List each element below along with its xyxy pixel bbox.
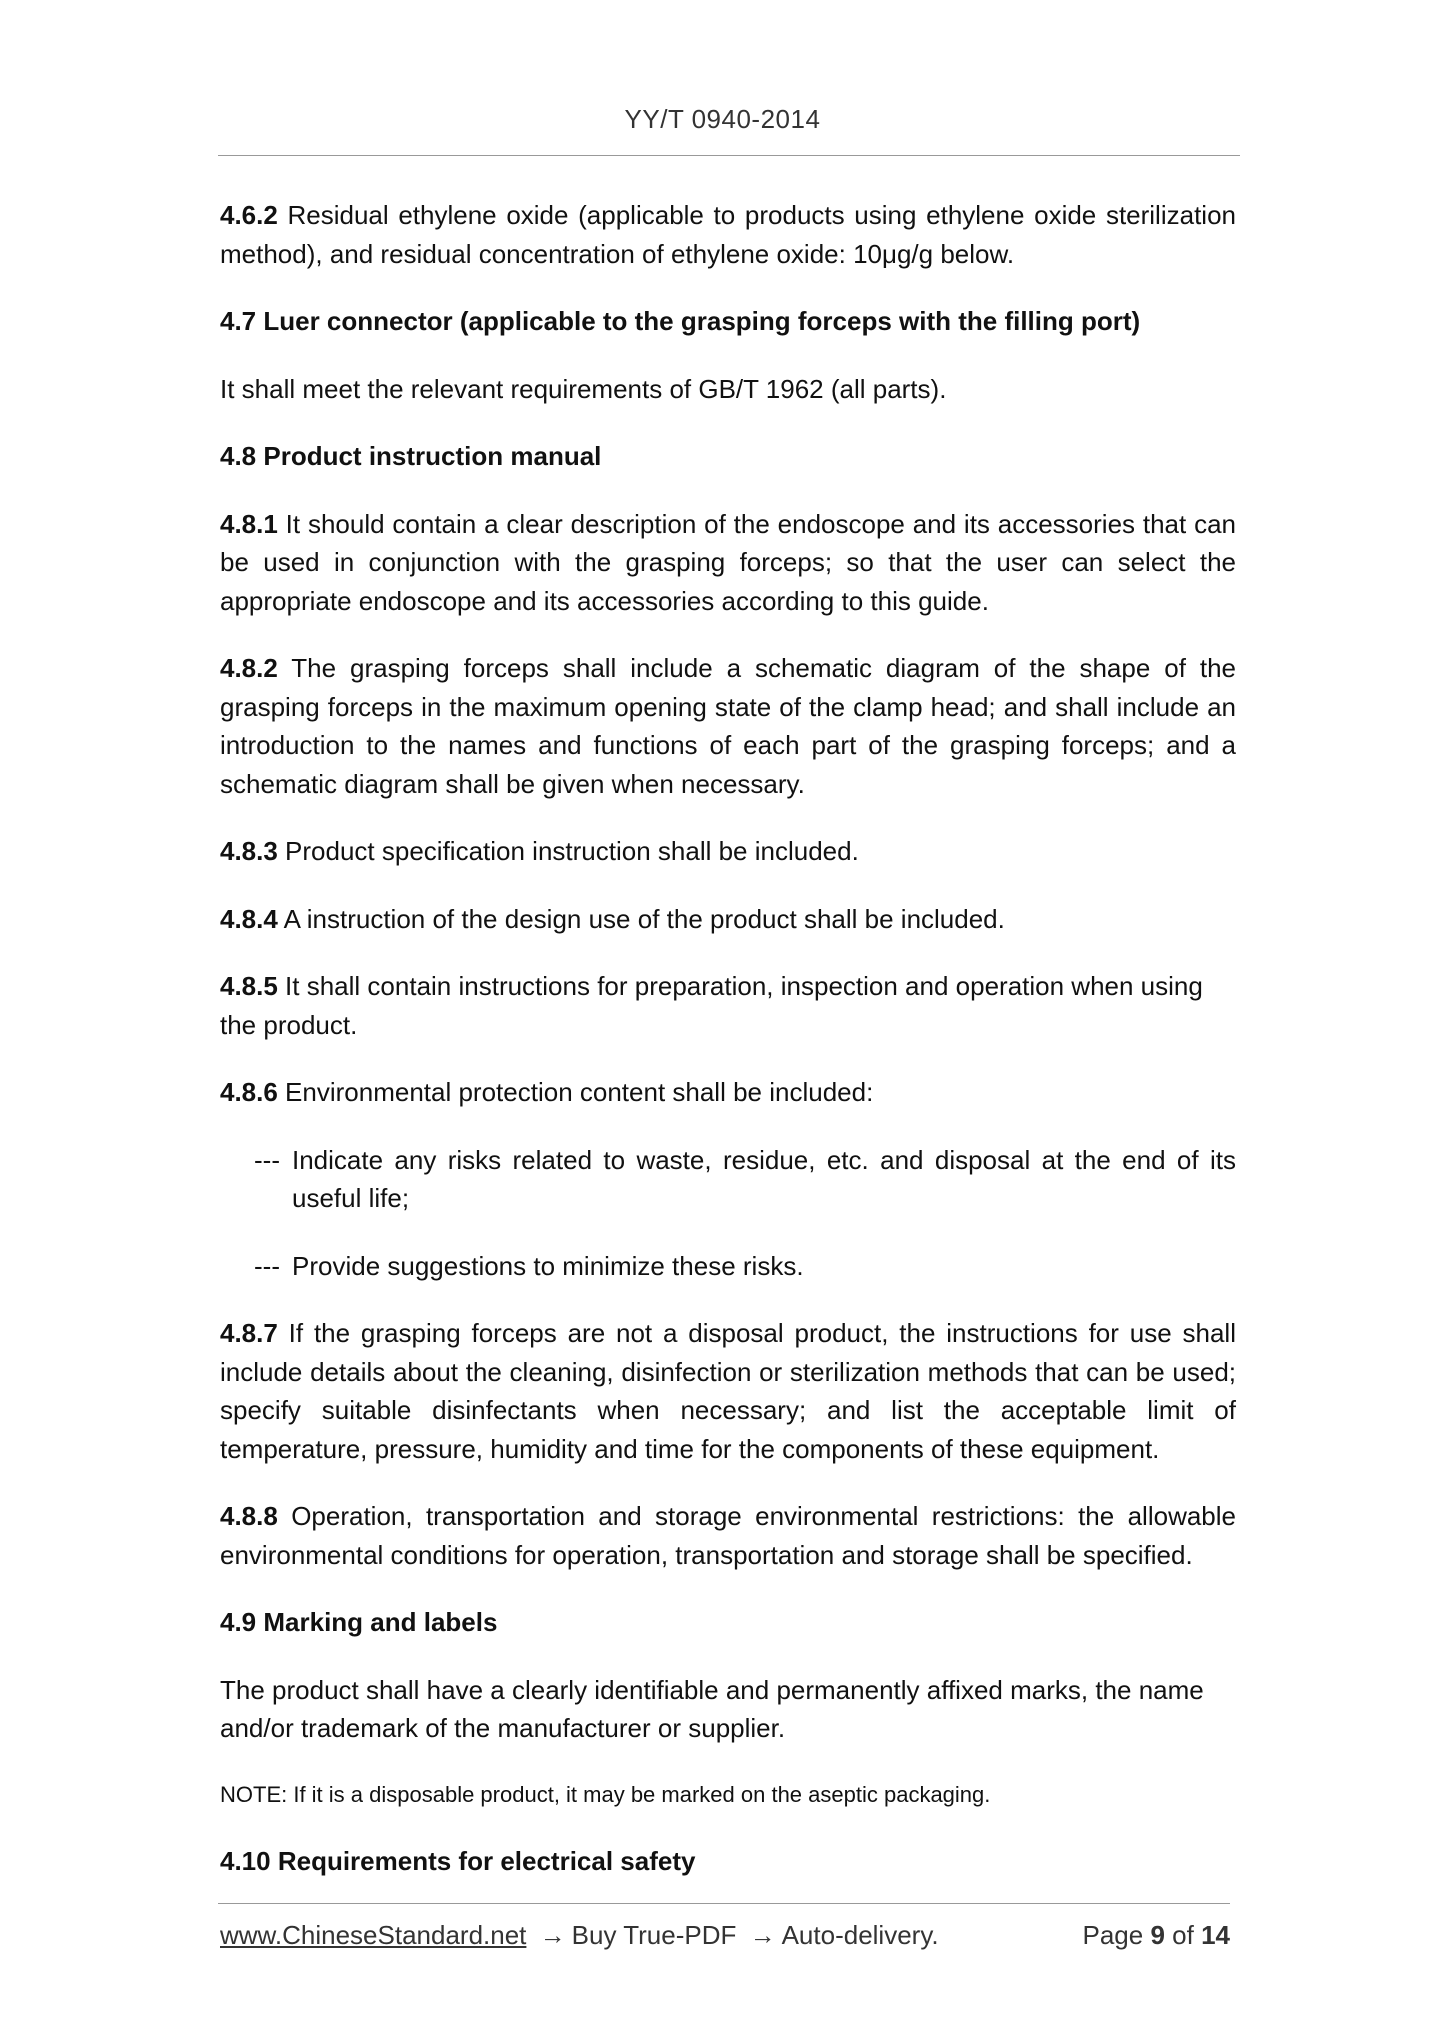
current-page: 9 xyxy=(1150,1920,1165,1950)
list-item xyxy=(254,1141,1236,1218)
website-link[interactable]: www.ChineseStandard.net xyxy=(220,1920,527,1950)
clause-number: 4.8.3 xyxy=(220,836,278,866)
clause-4-8-6 xyxy=(220,1073,1236,1112)
section-heading-4-10: 4.10 Requirements for electrical safety xyxy=(220,1845,696,1876)
clause-number: 4.8.8 xyxy=(220,1501,278,1531)
clause-4-8-3 xyxy=(220,832,1236,871)
total-pages: 14 xyxy=(1201,1920,1230,1950)
arrow-right-icon: → xyxy=(749,1920,776,1950)
dash-marker: --- xyxy=(254,1144,280,1175)
clause-number: 4.8.4 xyxy=(220,903,278,934)
arrow-right-icon: → xyxy=(539,1920,566,1950)
page-number xyxy=(1082,1920,1230,1951)
clause-4-8-8 xyxy=(220,1497,1236,1574)
clause-number: 4.8.6 xyxy=(220,1077,278,1107)
page-header: YY/T 0940-2014 xyxy=(624,104,821,134)
clause-4-8-2 xyxy=(220,649,1236,803)
section-heading-4-9: 4.9 Marking and labels xyxy=(220,1607,498,1637)
clause-text: Environmental protection content shall be included: xyxy=(277,1077,874,1107)
clause-text: If the grasping forceps are not a disposal product, the instructions for use shall include details about the cleaning, disinfection or sterilization methods that can be used; specify suitable disinfectants when necessary; and list the acceptable limit of temperature, pressure, humidity and time for the components of these equipment. xyxy=(220,1318,1236,1464)
dash-marker: --- xyxy=(254,1250,280,1281)
footer-left xyxy=(220,1920,939,1951)
clause-text: A instruction of the design use of the product shall be included. xyxy=(277,903,1005,934)
note-text: NOTE: If it is a disposable product, it may be marked on the aseptic packaging. xyxy=(220,1781,991,1807)
list-item-text: Provide suggestions to minimize these risks. xyxy=(292,1250,804,1281)
clause-number: 4.6.2 xyxy=(220,200,278,230)
section-heading-4-8: 4.8 Product instruction manual xyxy=(220,441,602,471)
clause-4-8-1 xyxy=(220,505,1236,621)
clause-text: Residual ethylene oxide (applicable to products using ethylene oxide sterilization method), and residual concentration of ethylene oxide: 10μg/g below. xyxy=(220,200,1236,269)
list-item xyxy=(254,1247,1236,1286)
clause-4-8-5 xyxy=(220,967,1236,1044)
header-divider xyxy=(218,155,1240,156)
footer-divider xyxy=(218,1903,1230,1904)
clause-number: 4.8.1 xyxy=(220,508,278,539)
of-label: of xyxy=(1172,1920,1194,1950)
clause-text: Product specification instruction shall be included. xyxy=(277,836,859,866)
document-body xyxy=(220,196,1236,1909)
clause-number: 4.8.7 xyxy=(220,1318,278,1348)
clause-4-7-text: It shall meet the relevant requirements of GB/T 1962 (all parts). xyxy=(220,373,947,404)
buy-pdf-text: Buy True-PDF xyxy=(571,1920,737,1950)
clause-number: 4.8.2 xyxy=(220,653,278,683)
clause-4-6-2 xyxy=(220,196,1236,273)
auto-delivery-text: Auto-delivery. xyxy=(781,1920,939,1950)
clause-4-9-text: The product shall have a clearly identifiable and permanently affixed marks, the name and/or trademark of the manufacturer or supplier. xyxy=(220,1674,1204,1743)
list-item-text: Indicate any risks related to waste, residue, etc. and disposal at the end of its useful life; xyxy=(292,1144,1236,1213)
clause-number: 4.8.5 xyxy=(220,971,278,1001)
section-heading-4-7: 4.7 Luer connector (applicable to the grasping forceps with the filling port) xyxy=(220,306,1141,336)
clause-4-8-7 xyxy=(220,1314,1236,1468)
clause-text: The grasping forceps shall include a schematic diagram of the shape of the grasping forceps in the maximum opening state of the clamp head; and shall include an introduction to the names and functions of each part of the grasping forceps; and a schematic diagram shall be given when necessary. xyxy=(220,653,1236,799)
page-label: Page xyxy=(1082,1920,1144,1950)
clause-4-8-4 xyxy=(220,900,1236,939)
clause-text: It shall contain instructions for preparation, inspection and operation when using the product. xyxy=(220,971,1203,1040)
clause-text: It should contain a clear description of the endoscope and its accessories that can be used in conjunction with the grasping forceps; so that the user can select the appropriate endoscope and its accessories according to this guide. xyxy=(220,508,1236,616)
clause-text: Operation, transportation and storage environmental restrictions: the allowable environmental conditions for operation, transportation and storage shall be specified. xyxy=(220,1501,1236,1570)
